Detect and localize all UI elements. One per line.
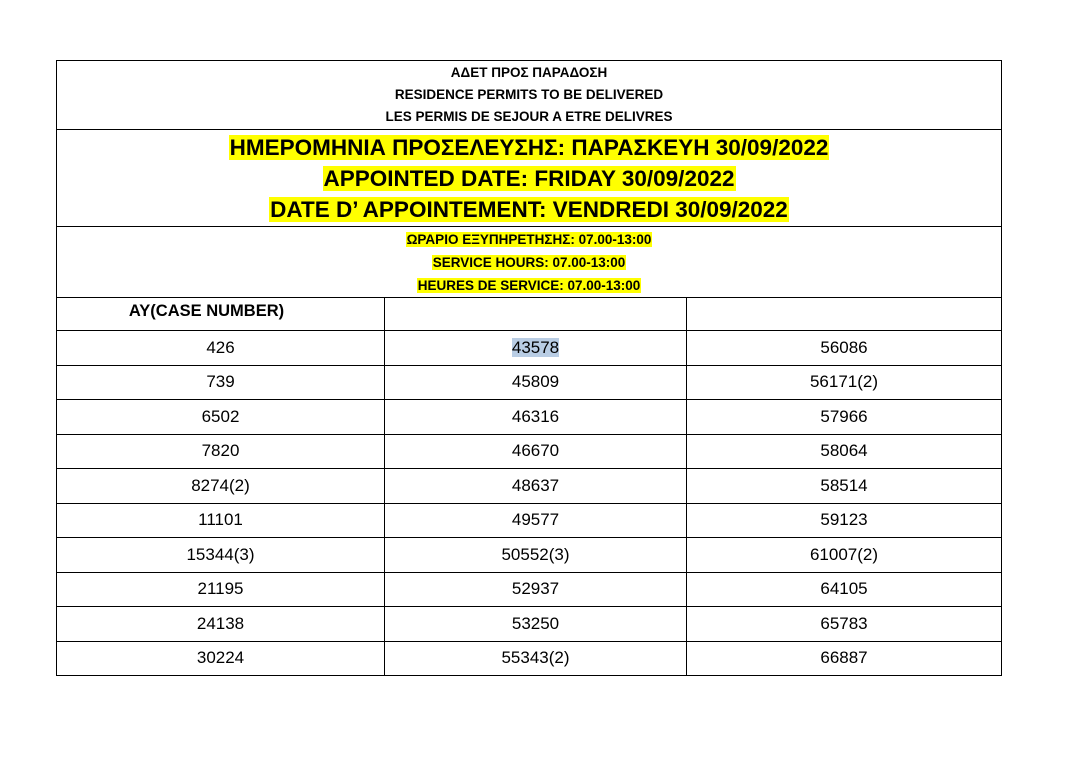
table-cell [687, 607, 1002, 642]
case-number: 30224 [196, 648, 245, 668]
table-cell [57, 331, 385, 366]
title-cell [57, 61, 1002, 130]
column-header-row [57, 298, 1002, 331]
table-cell [385, 538, 687, 573]
case-number: 426 [206, 337, 235, 357]
table-cell [57, 641, 385, 676]
permits-table [56, 60, 1002, 676]
case-number: 46670 [511, 441, 560, 461]
table-cell [57, 607, 385, 642]
table-cell [57, 538, 385, 573]
table-cell [385, 365, 687, 400]
hours-line-english: SERVICE HOURS: 07.00-13:00 [432, 254, 626, 270]
table-row [57, 469, 1002, 504]
case-number: 55343(2) [501, 648, 570, 668]
case-number: 43578 [511, 337, 560, 357]
table-cell [385, 503, 687, 538]
table-row [57, 365, 1002, 400]
table-cell [687, 538, 1002, 573]
column-header-empty-cell [385, 298, 687, 331]
table-cell [385, 469, 687, 504]
table-row [57, 538, 1002, 573]
hours-line-greek: ΩΡΑΡΙΟ ΕΞΥΠΗΡΕΤΗΣΗΣ: 07.00-13:00 [406, 231, 652, 247]
table-cell [687, 469, 1002, 504]
title-line-french: LES PERMIS DE SEJOUR A ETRE DELIVRES [385, 109, 673, 124]
case-number: 56086 [820, 337, 868, 357]
table-cell [687, 365, 1002, 400]
case-number: 739 [206, 372, 235, 392]
table-row [57, 641, 1002, 676]
case-number: 64105 [820, 579, 868, 599]
table-cell [687, 641, 1002, 676]
table-cell [385, 572, 687, 607]
case-number-rows [57, 331, 1002, 676]
case-number: 45809 [511, 372, 560, 392]
table-cell [385, 400, 687, 435]
date-cell [57, 130, 1002, 227]
case-number: 50552(3) [501, 544, 570, 564]
case-number: 58514 [820, 475, 868, 495]
table-cell [385, 331, 687, 366]
table-cell [687, 572, 1002, 607]
table-cell [687, 331, 1002, 366]
case-number: 48637 [511, 475, 560, 495]
hours-cell [57, 227, 1002, 298]
case-number: 46316 [511, 406, 560, 426]
table-cell [57, 400, 385, 435]
table-cell [687, 434, 1002, 469]
table-cell [385, 641, 687, 676]
title-line-english: RESIDENCE PERMITS TO BE DELIVERED [394, 87, 664, 102]
case-number: 24138 [196, 613, 245, 633]
table-cell [385, 607, 687, 642]
case-number: 61007(2) [809, 544, 879, 564]
table-row [57, 434, 1002, 469]
case-number: 57966 [820, 406, 868, 426]
case-number: 11101 [198, 510, 243, 530]
case-number: 58064 [820, 441, 868, 461]
case-number: 21195 [197, 579, 244, 599]
case-number: 65783 [820, 613, 868, 633]
table-cell [57, 572, 385, 607]
table-row [57, 400, 1002, 435]
case-number: 52937 [511, 579, 560, 599]
column-header-cell [57, 298, 385, 331]
table-row [57, 572, 1002, 607]
date-row [57, 130, 1002, 227]
table-row [57, 331, 1002, 366]
table-row [57, 503, 1002, 538]
hours-row [57, 227, 1002, 298]
date-line-english: APPOINTED DATE: FRIDAY 30/09/2022 [323, 165, 735, 191]
table-cell [687, 400, 1002, 435]
date-line-french: DATE D’ APPOINTEMENT: VENDREDI 30/09/2022 [270, 196, 788, 222]
table-cell [57, 503, 385, 538]
case-number: 66887 [820, 648, 868, 668]
table-cell [57, 434, 385, 469]
case-number: 53250 [511, 613, 560, 633]
case-number: 56171(2) [809, 372, 879, 392]
case-number: 8274(2) [191, 475, 250, 495]
case-number-header: ΑΥ(CASE NUMBER) [128, 301, 285, 320]
title-line-greek: ΑΔΕΤ ΠΡΟΣ ΠΑΡΑΔΟΣΗ [450, 65, 608, 80]
case-number: 7820 [201, 441, 240, 461]
table-cell [57, 469, 385, 504]
table-cell [687, 503, 1002, 538]
title-row [57, 61, 1002, 130]
date-line-greek: ΗΜΕΡΟΜΗΝΙΑ ΠΡΟΣΕΛΕΥΣΗΣ: ΠΑΡΑΣΚΕΥΗ 30/09/2022 [229, 134, 829, 160]
table-cell [57, 365, 385, 400]
table-cell [385, 434, 687, 469]
case-number: 59123 [820, 510, 868, 530]
hours-line-french: HEURES DE SERVICE: 07.00-13:00 [417, 277, 641, 293]
case-number: 6502 [201, 406, 240, 426]
table-row [57, 607, 1002, 642]
column-header-empty-cell [687, 298, 1002, 331]
case-number: 49577 [511, 510, 560, 530]
case-number: 15344(3) [186, 544, 255, 564]
